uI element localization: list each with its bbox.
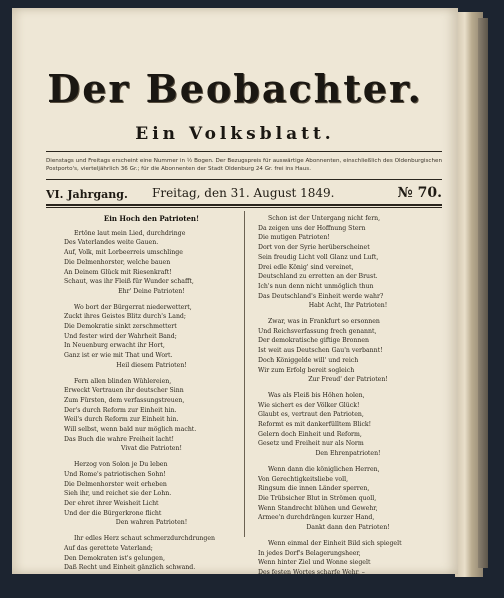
poem-line: Zuckt ihres Geistes Blitz durch's Land; [64, 313, 186, 321]
poem-line: Wie sichert es der Völker Glück! [258, 401, 360, 409]
poem-line: Sein freudig Licht voll Glanz und Luft, [258, 253, 379, 261]
poem-line: Zwar, was in Frankfurt so ersonnen [268, 318, 380, 326]
poem-line: Gelern doch Einheit und Reform, [258, 430, 362, 438]
poem-line: Wenn dann die königlichen Herren, [268, 465, 380, 473]
poem-line: Dankt dann den Patrioten! [306, 524, 390, 532]
poem-line: Ganz ist er wie mit That und Wort. [64, 352, 173, 360]
poem-line: In Neuenburg erwacht ihr Hort, [64, 342, 165, 350]
poem-line: Und der die Bürgerkrone flicht [64, 509, 162, 517]
issue-date: Freitag, den 31. August 1849. [152, 186, 335, 200]
poem-line: Weil's durch Reform zur Einheit hin. [64, 416, 179, 424]
poem-line: Wenn hinter Ziel und Wonne siegelt [258, 559, 371, 567]
poem-stanzas-right [258, 214, 438, 578]
poem-line: Will selbst, wenn bald nur möglich macht. [64, 426, 197, 434]
poem-line: Fern allen blinden Wühlereien, [74, 377, 172, 385]
book-cover-edge [478, 18, 488, 568]
poem-line: Die Delmenhorster weit erheben [64, 480, 167, 488]
column-divider [244, 211, 245, 537]
poem-line: Deutschland zu erretten an der Brust. [258, 273, 378, 281]
issue-number: № 70. [397, 185, 442, 201]
poem-line: Zum Fürsten, dem verfassungstreuen, [64, 396, 185, 404]
poem-line: Doch Königgelde will' und reich [258, 356, 359, 364]
poem-line: Ringsum die innen Länder sperren, [258, 485, 370, 493]
poem-line: Reformt es mit dankerfülltem Blick! [258, 421, 372, 429]
poem-line: Den wahren Patrioten! [115, 519, 188, 527]
poem-line: Die Delmenhorster, welche bauen [64, 258, 171, 266]
divider-rule [46, 207, 442, 208]
poem-line: Und Rome's patriotischen Sohn! [64, 470, 166, 478]
poem-line: Auf das gerettete Vaterland; [64, 544, 153, 552]
poem-line: Gesetz und Freiheit nur als Norm [258, 440, 364, 448]
issue-line [46, 186, 442, 202]
poem-line: Ist weit aus Deutschen Gau'n verbannt! [258, 347, 383, 355]
poem-line: Da zeigen uns der Hoffnung Stern [258, 224, 366, 232]
poem-line: Sieh ihr, und reichet sie der Lohn. [64, 490, 172, 498]
poem-line: Wo bort der Bürgerrat niederwettert, [74, 303, 192, 311]
poem-line: Ertöne laut mein Lied, durchdringe [74, 229, 186, 237]
poem-line: Ich's nun denn nicht unmöglich thun [258, 282, 374, 290]
poem-line: Drei edle König' sind vereinet, [258, 263, 354, 271]
poem-line: Armee'n durchdrängen kurzer Hand, [258, 514, 375, 522]
newspaper-page [12, 8, 458, 574]
poem-line: Der's durch Reform zur Einheit hin. [64, 406, 177, 414]
poem-line: Wenn einmal der Einheit Bild sich spiegelt [268, 539, 402, 547]
poem-line: An Deinem Glück mit Riesenkraft! [64, 268, 172, 276]
poem-line: Habt Acht, Ihr Patrioten! [308, 302, 388, 310]
poem-line: Der demokratische giftige Bronnen [258, 337, 370, 345]
poem-line: Vivat die Patrioten! [121, 445, 182, 453]
poem-line: Von Gerechtigkeitsliebe voll, [258, 475, 349, 483]
poem-line: Ehr' Deine Patrioten! [118, 287, 185, 295]
poem-line: Zur Freud' der Patrioten! [308, 376, 388, 384]
poem-line: Wir zum Erfolg bereit sogleich [258, 366, 355, 374]
poem-line: Das Deutschland's Einheit werde wahr? [258, 292, 384, 300]
poem-line: Schon ist der Untergang nicht fern, [268, 215, 381, 222]
poem-line: Auf, Volk, mit Lorbeerreis umschlinge [64, 249, 183, 257]
poem-column-right [258, 214, 438, 578]
poem-line: Glaubt es, vertraut den Patrioten, [258, 411, 364, 419]
poem-line: Wenn Standrecht blühen und Gewehr, [258, 504, 378, 512]
issue-year: VI. Jahrgang. [46, 188, 128, 201]
poem-line: Die Trübsicher Blut in Strömen quoll, [258, 494, 377, 502]
poem-line: Was als Fleiß bis Höhen holen, [268, 391, 365, 399]
poem-line: In jedes Dorf's Belagerungsheer, [258, 549, 361, 557]
masthead-title: Der Beobachter. [47, 66, 423, 111]
poem-line: Die mutigen Patrioten! [258, 234, 330, 242]
divider-rule-thick [46, 204, 442, 206]
poem-line: Dort von der Syrie herüberscheinet [258, 244, 370, 252]
poem-stanzas-left [64, 229, 239, 573]
masthead-subtitle: Ein Volksblatt. [135, 124, 335, 144]
poem-line: Daß Recht und Einheit gänzlich schwand. [64, 564, 196, 572]
poem-line: Des festen Wortes scharfe Wehr, – [258, 568, 365, 576]
poem-column-left [64, 214, 239, 573]
poem-line: Den Ehrenpatrioten! [315, 450, 381, 458]
poem-line: Ihr edles Herz schaut schmerzdurchdrungen [74, 535, 215, 543]
poem-line: Der ehret ihrer Weisheit Licht [64, 499, 159, 507]
poem-title: Ein Hoch den Patrioten! [103, 214, 200, 223]
poem-line: Den Demokraten ist's gelungen, [64, 554, 165, 562]
poem-line: Des Vaterlandes weite Gauen. [64, 239, 159, 247]
divider-rule [46, 179, 442, 180]
divider-rule [46, 151, 442, 152]
poem-line: Heil diesem Patrioten! [116, 361, 187, 369]
poem-line: Herzog von Solon je Du leben [74, 461, 168, 469]
subscription-notice: Dienstags und Freitags erscheint eine Nummer in ½ Bogen. Der Bezugspreis für auswärtige Abonnenten, einschließlich des Oldenburgischen Postporto's, vierteljährlich 36 Gr.; für die Abonnenten der Stadt Oldenburg 24 Gr. frei ins Haus. [46, 158, 442, 172]
poem-line: Und fester wird der Wahrheit Band; [64, 332, 177, 340]
poem-line: Und Reichsverfassung frech genannt, [258, 327, 377, 335]
poem-line: Erweckt Vertrauen ihr deutscher Sinn [64, 387, 184, 395]
poem-line: Das Buch die wahre Freiheit lacht! [64, 435, 174, 443]
poem-line: Schaut, was ihr Fleiß für Wunder schafft, [64, 278, 194, 286]
poem-line: Die Demokratie sinkt zerschmettert [64, 323, 177, 331]
